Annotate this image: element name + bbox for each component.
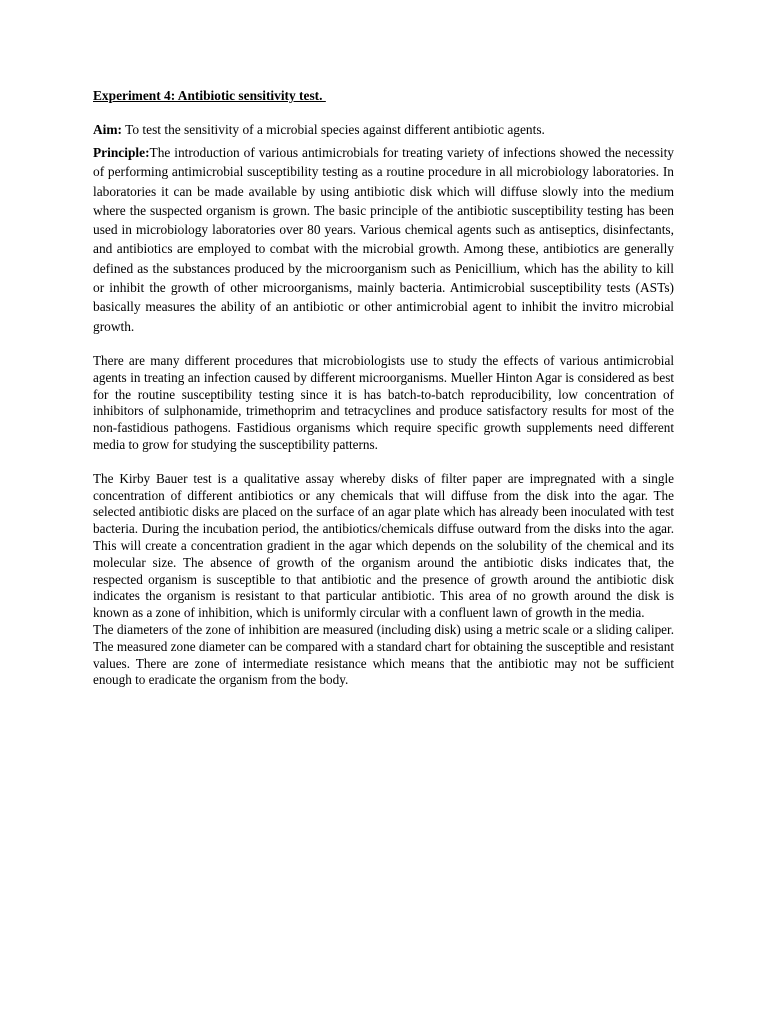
experiment-title: Experiment 4: Antibiotic sensitivity test. [93, 88, 326, 103]
procedures-paragraph: There are many different procedures that microbiologists use to study the effects of various antimicrobial agents in treating an infection caused by different microorganisms. Mueller Hinton Agar is considered as best for the routine susceptibility testing since it is has batch-to-batch reproducibility, low concentration of inhibitors of sulphonamide, trimethoprim and tetracyclines and produce satisfactory results for most of the non-fastidious pathogens. Fastidious organisms which require specific growth supplements need different media to grow for studying the susceptibility patterns. [93, 352, 674, 452]
zone-diameter-paragraph: The diameters of the zone of inhibition are measured (including disk) using a metric scale or a sliding caliper. The measured zone diameter can be compared with a standard chart for obtaining the susceptible and resistant values. There are zone of intermediate resistance which means that the antibiotic may not be sufficient enough to eradicate the organism from the body. [93, 621, 674, 688]
principle-text: The introduction of various antimicrobials for treating variety of infections showed the necessity of performing antimicrobial susceptibility testing as a routine procedure in all microbiology laboratories. In laboratories it can be made available by using antibiotic disk which will diffuse slowly into the medium where the suspected organism is grown. The basic principle of the antibiotic susceptibility testing has been used in microbiology laboratories over 80 years. Various chemical agents such as antiseptics, disinfectants, and antibiotics are employed to combat with the microbial growth. Among these, antibiotics are generally defined as the substances produced by the microorganism such as Penicillium, which has the ability to kill or inhibit the growth of other microorganisms, mainly bacteria. Antimicrobial susceptibility tests (ASTs) basically measures the ability of an antibiotic or other antimicrobial agent to inhibit the invitro microbial growth. [93, 145, 674, 334]
aim-label: Aim: [93, 122, 123, 137]
aim-paragraph [93, 120, 674, 139]
aim-text: To test the sensitivity of a microbial species against different antibiotic agents. [122, 122, 545, 137]
document-page [93, 86, 674, 689]
kirby-bauer-paragraph: The Kirby Bauer test is a qualitative assay whereby disks of filter paper are impregnated with a single concentration of different antibiotics or any chemicals that will diffuse from the disk into the agar. The selected antibiotic disks are placed on the surface of an agar plate which has already been inoculated with test bacteria. During the incubation period, the antibiotics/chemicals diffuse outward from the disks into the agar. This will create a concentration gradient in the agar which depends on the solubility of the chemical and its molecular size. The absence of growth of the organism around the antibiotic disks indicates that, the respected organism is susceptible to that antibiotic and the presence of growth around the antibiotic disk indicates the organism is resistant to that particular antibiotic. This area of no growth around the disk is known as a zone of inhibition, which is uniformly circular with a confluent lawn of growth in the media. [93, 470, 674, 621]
principle-paragraph [93, 143, 674, 336]
principle-label: Principle: [93, 145, 150, 160]
